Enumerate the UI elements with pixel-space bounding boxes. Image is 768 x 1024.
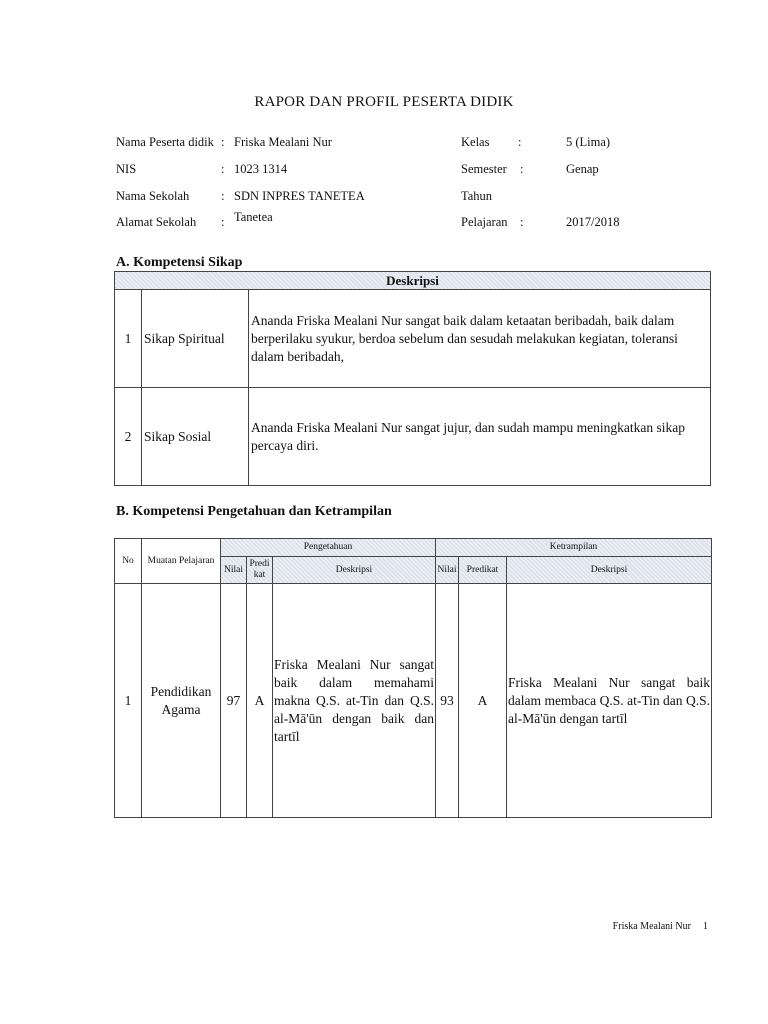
alamat-label: Alamat Sekolah [116, 215, 197, 229]
header-row-1 [115, 539, 712, 557]
header-muatan: Muatan Pelajaran [142, 539, 221, 584]
kelas-label: Kelas [461, 135, 490, 149]
sikap-deskripsi: Ananda Friska Mealani Nur sangat jujur, dan sudah mampu meningkatkan sikap percaya diri. [249, 388, 711, 486]
row-p-nilai: 97 [221, 584, 247, 818]
nis-colon: : [221, 162, 225, 176]
header-p-predikat: Predi kat [247, 557, 273, 584]
sikap-header-row [115, 272, 711, 290]
row-k-nilai: 93 [436, 584, 459, 818]
nama-label: Nama Peserta didik [116, 135, 214, 149]
semester-label: Semester [461, 162, 507, 176]
sikap-aspek: Sikap Sosial [142, 388, 249, 486]
sikap-table [114, 271, 711, 486]
page-footer [613, 921, 708, 932]
semester-colon: : [520, 162, 524, 176]
pelajaran-colon: : [520, 215, 524, 229]
tahun-label: Tahun [461, 189, 493, 203]
header-p-nilai: Nilai [221, 557, 247, 584]
row-no: 1 [115, 584, 142, 818]
sikap-no: 1 [115, 290, 142, 388]
sikap-header-deskripsi: Deskripsi [115, 272, 711, 290]
pengetahuan-ketrampilan-table [114, 538, 712, 818]
tahun-value: 2017/2018 [566, 215, 620, 229]
table-row [115, 584, 712, 818]
nama-colon: : [221, 135, 225, 149]
nis-label: NIS [116, 162, 137, 176]
row-muatan: Pendidikan Agama [142, 584, 221, 818]
header-k-deskripsi: Deskripsi [507, 557, 712, 584]
nis-value: 1023 1314 [234, 162, 288, 176]
header-no: No [115, 539, 142, 584]
sekolah-label: Nama Sekolah [116, 189, 190, 203]
table-row [115, 388, 711, 486]
kelas-value: 5 (Lima) [566, 135, 611, 149]
page-title: RAPOR DAN PROFIL PESERTA DIDIK [254, 94, 514, 110]
row-k-predikat: A [459, 584, 507, 818]
footer-name: Friska Mealani Nur [612, 921, 691, 932]
nama-value: Friska Mealani Nur [234, 135, 332, 149]
sikap-aspek: Sikap Spiritual [142, 290, 249, 388]
pelajaran-label: Pelajaran [461, 215, 508, 229]
header-k-predikat: Predikat [459, 557, 507, 584]
table-row [115, 290, 711, 388]
alamat-value: Tanetea [234, 210, 273, 224]
row-p-predikat: A [247, 584, 273, 818]
kelas-colon: : [518, 135, 522, 149]
sekolah-value: SDN INPRES TANETEA [234, 189, 365, 203]
sikap-no: 2 [115, 388, 142, 486]
sekolah-colon: : [221, 189, 225, 203]
row-p-deskripsi: Friska Mealani Nur sangat baik dalam memahami makna Q.S. at-Tin dan Q.S. al-Mā'ūn dengan baik dan tartīl [273, 584, 436, 818]
header-ketrampilan: Ketrampilan [436, 539, 712, 557]
header-pengetahuan: Pengetahuan [221, 539, 436, 557]
sikap-deskripsi: Ananda Friska Mealani Nur sangat baik dalam ketaatan beribadah, baik dalam berperilaku syukur, berdoa sebelum dan sesudah melakukan kegiatan, toleransi dalam beribadah, [249, 290, 711, 388]
header-p-deskripsi: Deskripsi [273, 557, 436, 584]
alamat-colon: : [221, 215, 225, 229]
section-b-heading: B. Kompetensi Pengetahuan dan Ketrampilan [116, 504, 392, 519]
page-number: 1 [703, 921, 708, 932]
row-k-deskripsi: Friska Mealani Nur sangat baik dalam membaca Q.S. at-Tin dan Q.S. al-Mā'ūn dengan tartīl [507, 584, 712, 818]
header-k-nilai: Nilai [436, 557, 459, 584]
semester-value: Genap [566, 162, 599, 176]
section-a-heading: A. Kompetensi Sikap [116, 255, 243, 270]
